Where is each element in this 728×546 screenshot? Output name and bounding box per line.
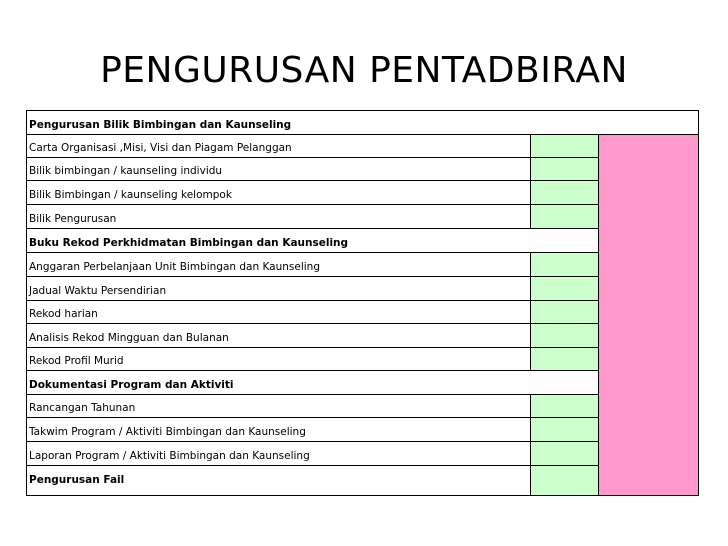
table-row (27, 158, 599, 181)
row-label: Bilik bimbingan / kaunseling individu (29, 165, 223, 177)
table-row (27, 205, 599, 229)
check-cell[interactable] (530, 135, 599, 157)
table-row (27, 229, 599, 253)
table-row (27, 253, 599, 277)
row-label: Rekod Profil Murid (29, 355, 124, 367)
check-cell[interactable] (530, 253, 599, 276)
table-row (27, 301, 599, 324)
row-label: Jadual Waktu Persendirian (29, 285, 167, 297)
row-label: Anggaran Perbelanjaan Unit Bimbingan dan Kaunseling (29, 261, 321, 273)
section-heading: Buku Rekod Perkhidmatan Bimbingan dan Kaunseling (29, 237, 349, 249)
table-row (27, 324, 599, 348)
row-label: Carta Organisasi ,Misi, Visi dan Piagam Pelanggan (29, 142, 292, 154)
section-heading: Dokumentasi Program dan Aktiviti (29, 379, 234, 391)
table-row (27, 135, 599, 158)
check-cell[interactable] (530, 466, 599, 495)
row-label: Analisis Rekod Mingguan dan Bulanan (29, 332, 229, 344)
row-label: Takwim Program / Aktiviti Bimbingan dan Kaunseling (29, 426, 306, 438)
table-row (27, 348, 599, 371)
table-row (27, 418, 599, 442)
table-row (27, 371, 599, 395)
table-row (27, 466, 599, 495)
table-row (27, 111, 698, 135)
table-row (27, 277, 599, 301)
row-label: Bilik Bimbingan / kaunseling kelompok (29, 189, 232, 201)
check-cell[interactable] (530, 348, 599, 370)
check-cell[interactable] (530, 395, 599, 417)
row-label: Rekod harian (29, 308, 98, 320)
check-cell[interactable] (530, 301, 599, 323)
checklist-table (26, 110, 699, 496)
section-heading: Pengurusan Bilik Bimbingan dan Kaunseling (29, 119, 292, 131)
table-row (27, 442, 599, 466)
check-cell[interactable] (530, 277, 599, 300)
pink-column (598, 134, 698, 495)
check-cell[interactable] (530, 181, 599, 204)
check-cell[interactable] (530, 205, 599, 228)
check-cell[interactable] (530, 418, 599, 441)
check-cell[interactable] (530, 442, 599, 465)
table-row (27, 181, 599, 205)
row-label: Rancangan Tahunan (29, 402, 136, 414)
check-cell[interactable] (530, 158, 599, 180)
table-row (27, 395, 599, 418)
row-label: Laporan Program / Aktiviti Bimbingan dan Kaunseling (29, 450, 310, 462)
section-heading: Pengurusan Fail (29, 474, 125, 486)
row-label: Bilik Pengurusan (29, 213, 117, 225)
page-title: PENGURUSAN PENTADBIRAN (100, 50, 628, 91)
check-cell[interactable] (530, 324, 599, 347)
